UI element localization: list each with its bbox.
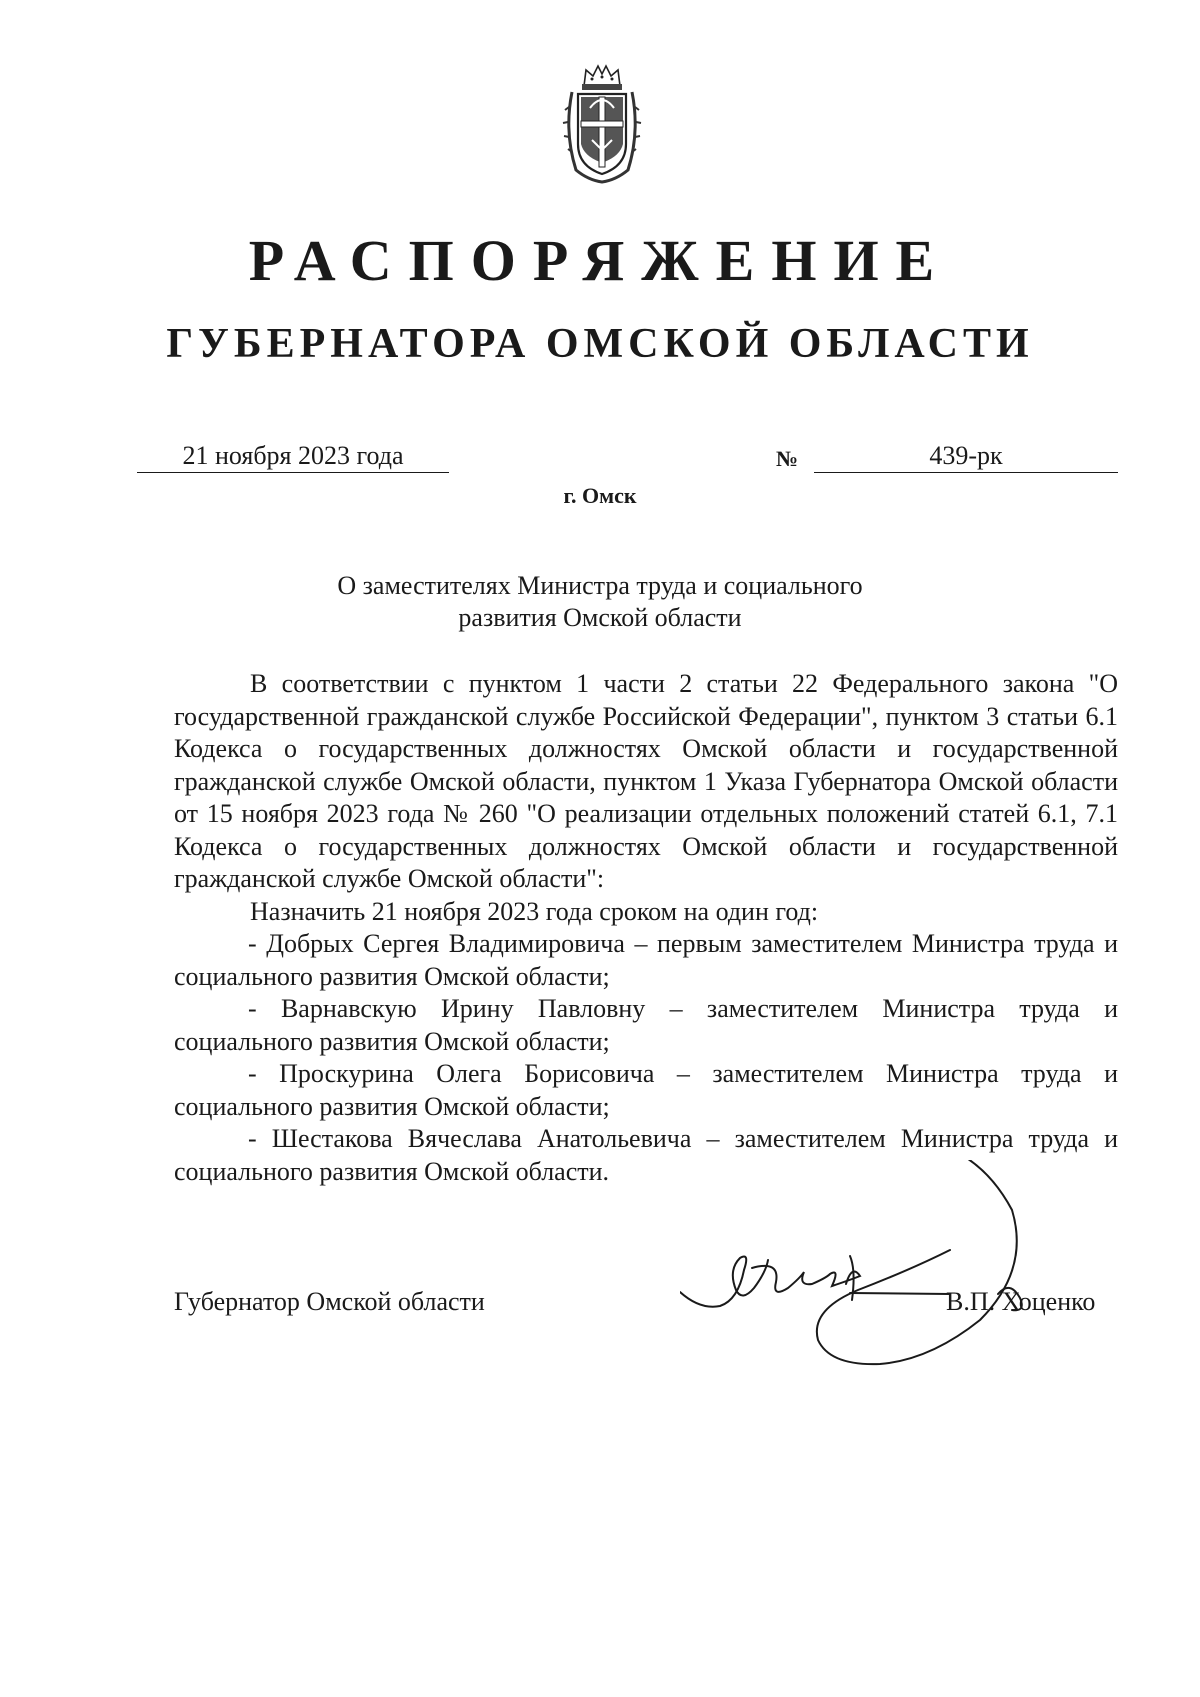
document-number: 439-рк xyxy=(814,442,1118,473)
handwritten-signature xyxy=(680,1160,1100,1380)
document-body xyxy=(174,668,1118,1188)
subject-line-2: развития Омской области xyxy=(458,603,742,632)
appointment-item: - Проскурина Олега Борисовича – заместителем Министра труда и социального развития Омской области; xyxy=(174,1059,1118,1121)
document-subtitle: ГУБЕРНАТОРА ОМСКОЙ ОБЛАСТИ xyxy=(166,321,1034,367)
signer-position: Губернатор Омской области xyxy=(174,1287,485,1316)
appointment-item: - Шестакова Вячеслава Анатольевича – заместителем Министра труда и социального развития Омской области. xyxy=(174,1124,1118,1186)
signer-name: В.П. Хоценко xyxy=(946,1287,1096,1316)
document-date: 21 ноября 2023 года xyxy=(137,442,449,473)
directive-paragraph: Назначить 21 ноября 2023 года сроком на один год: xyxy=(250,896,819,926)
number-sign: № xyxy=(776,446,799,471)
omsk-coat-of-arms-icon xyxy=(562,62,642,186)
subject-line-1: О заместителях Министра труда и социального xyxy=(337,571,863,600)
document-city: г. Омск xyxy=(563,483,637,508)
appointment-item: - Варнавскую Ирину Павловну – заместителем Министра труда и социального развития Омской области; xyxy=(174,994,1118,1056)
document-subject xyxy=(300,570,900,634)
appointment-item: - Добрых Сергея Владимировича – первым заместителем Министра труда и социального развития Омской области; xyxy=(174,929,1118,991)
document-title: РАСПОРЯЖЕНИЕ xyxy=(248,228,952,293)
preamble-paragraph: В соответствии с пунктом 1 части 2 статьи 22 Федерального закона "О государственной гражданской службе Российской Федерации", пунктом 3 статьи 6.1 Кодекса о государственных должностях Омской области и государственной гражданской службе Омской области, пунктом 1 Указа Губернатора Омской области от 15 ноября 2023 года № 260 "О реализации отдельных положений статей 6.1, 7.1 Кодекса о государственных должностях Омской области и государственной гражданской службе Омской области": xyxy=(174,669,1118,893)
